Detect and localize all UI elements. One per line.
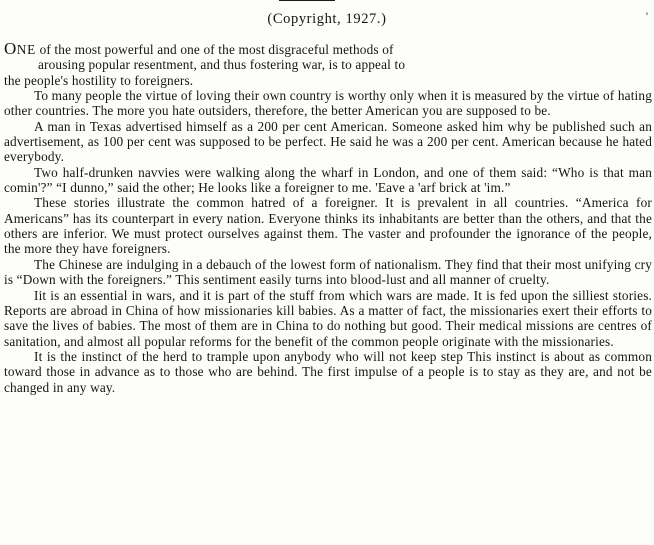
first-paragraph-tail: the people's hostility to foreigners. bbox=[4, 72, 194, 88]
lead-caps: NE bbox=[16, 42, 37, 57]
paragraph-4: Two half-drunken navvies were walking along the wharf in London, and one of them said: “Who is that man comin'?” “I dunno,” said the other; He looks like a foreigner to me. 'Eave a 'arf brick at 'im.” bbox=[4, 164, 652, 196]
first-line-continuation: arousing popular resentment, and thus fostering war, is to appeal to bbox=[38, 57, 406, 73]
article-body bbox=[4, 39, 652, 395]
first-line: of the most powerful and one of the most disgraceful methods of bbox=[36, 42, 394, 57]
drop-cap: O bbox=[4, 39, 17, 58]
paragraph-5: These stories illustrate the common hatred of a foreigner. It is prevalent in all countries. “America for Americans” has its counterpart in every nation. Everyone thinks its inhabitants are better than the others, and that the others are inferior. We must protect ourselves against them. The vaster and profounder the ignorance of the people, the more they have foreigners. bbox=[4, 195, 652, 257]
paragraph-8: It is the instinct of the herd to trample upon anybody who will not keep step This instinct is about as common toward those in advance as to those who are behind. The first impulse of a people is to stay as they are, and not be changed in any way. bbox=[4, 348, 652, 395]
copyright-line: (Copyright, 1927.) bbox=[267, 11, 387, 27]
paragraph-3: A man in Texas advertised himself as a 200 per cent American. Someone asked him why be published such an advertisement, as 100 per cent was supposed to be perfect. He said he was a 200 per cent. American because he hated everybody. bbox=[4, 118, 652, 165]
paragraph-7: Iit is an essential in wars, and it is part of the stuff from which wars are made. It is fed upon the silliest stories. Reports are abroad in China of how missionaries kill babies. As a matter of fact, the missionaries exert their efforts to save the lives of babies. The most of them are in China to do nothing but good. Their medical missions are centres of sanitation, and almost all popular reforms for the benefit of the common people originate with the missionaries. bbox=[4, 287, 652, 349]
top-rule bbox=[279, 0, 335, 1]
paragraph-6: The Chinese are indulging in a debauch of the lowest form of nationalism. They find that their most unifying cry is “Down with the foreigners.” This sentiment easily turns into blood-lust and all manner of cruelty. bbox=[4, 256, 652, 288]
edge-mark: ' bbox=[645, 9, 648, 23]
paragraph-1 bbox=[4, 39, 652, 88]
paragraph-2: To many people the virtue of loving their own country is worthy only when it is measured by the virtue of hating other countries. The more you hate outsiders, therefore, the better American you are supposed to be. bbox=[4, 88, 652, 119]
